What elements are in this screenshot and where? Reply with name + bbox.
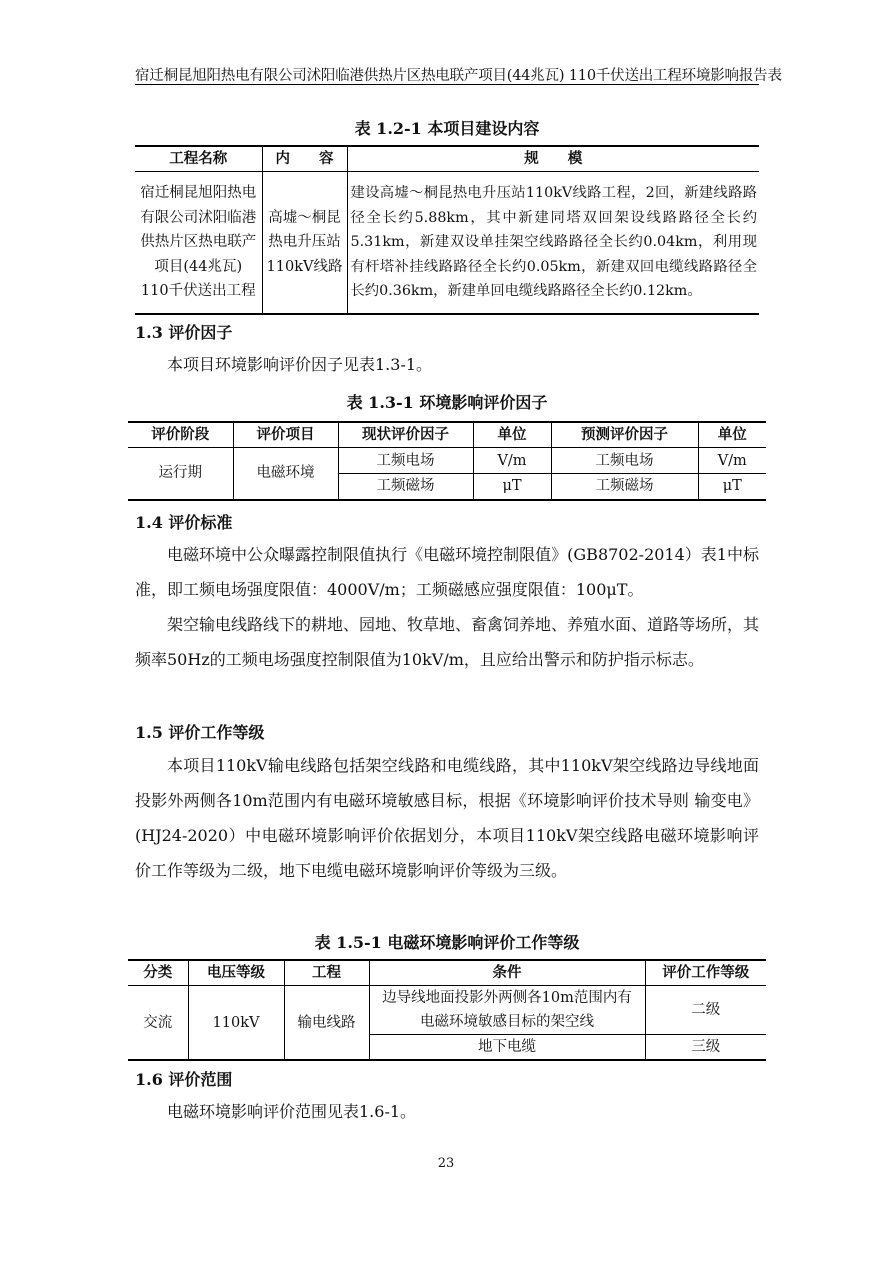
t2-header-current: 现状评价因子 [338, 422, 473, 448]
t2-stage: 运行期 [128, 448, 233, 500]
t2-header-predict: 预测评价因子 [551, 422, 698, 448]
t2-current-factor: 工频磁场 [338, 474, 473, 500]
section-1-4-text [135, 537, 759, 677]
t2-header-unit1: 单位 [473, 422, 551, 448]
t2-unit: μT [473, 474, 551, 500]
t3-voltage: 110kV [188, 986, 284, 1061]
t3-project: 输电线路 [284, 986, 369, 1061]
t3-header-grade: 评价工作等级 [645, 960, 766, 986]
t3-condition: 地下电缆 [369, 1035, 645, 1061]
t1-header-scale: 规 模 [347, 146, 759, 172]
t1-header-name: 工程名称 [135, 146, 262, 172]
t3-header-voltage: 电压等级 [188, 960, 284, 986]
t2-unit: V/m [473, 448, 551, 474]
section-1-5-text [135, 748, 759, 888]
table1-caption: 表 1.2-1 本项目建设内容 [354, 119, 540, 138]
table2-caption: 表 1.3-1 环境影响评价因子 [346, 393, 548, 412]
section-1-6-heading: 1.6 评价范围 [135, 1070, 233, 1089]
t3-header-type: 分类 [128, 960, 188, 986]
t2-current-factor: 工频电场 [338, 448, 473, 474]
t1-header-content: 内 容 [262, 146, 347, 172]
section-1-5-paragraph: 本项目110kV输电线路包括架空线路和电缆线路，其中110kV架空线路边导线地面投影外两侧各10m范围内有电磁环境敏感目标，根据《环境影响评价技术导则 输变电》(HJ24-2020）中电磁环境影响评价依据划分，本项目110kV架空线路电磁环境影响评价工作等级为二级，地下电缆电磁环境影响评价等级为三级。 [135, 756, 759, 880]
section-1-6-paragraph: 电磁环境影响评价范围见表1.6-1。 [167, 1102, 417, 1121]
t3-grade: 二级 [645, 986, 766, 1035]
t3-header-condition: 条件 [369, 960, 645, 986]
section-1-3-text [135, 347, 759, 382]
t1-project-name: 宿迁桐昆旭阳热电有限公司沭阳临港供热片区热电联产项目(44兆瓦) 110千伏送出工程 [135, 172, 262, 314]
section-1-3-paragraph: 本项目环境影响评价因子见表1.3-1。 [167, 355, 433, 374]
table3-caption: 表 1.5-1 电磁环境影响评价工作等级 [314, 933, 580, 952]
t2-header-item: 评价项目 [233, 422, 338, 448]
section-1-5-heading: 1.5 评价工作等级 [135, 723, 265, 742]
assessment-factors-table [128, 421, 766, 501]
t2-unit: V/m [698, 448, 766, 474]
section-1-6-text [135, 1094, 759, 1129]
t2-header-unit2: 单位 [698, 422, 766, 448]
t2-unit: μT [698, 474, 766, 500]
t1-content: 高墟～桐昆热电升压站110kV线路 [262, 172, 347, 314]
page-number: 23 [437, 1156, 455, 1171]
t2-predict-factor: 工频磁场 [551, 474, 698, 500]
t3-grade: 三级 [645, 1035, 766, 1061]
t2-predict-factor: 工频电场 [551, 448, 698, 474]
t1-scale: 建设高墟～桐昆热电升压站110kV线路工程，2回，新建线路路径全长约5.88km，其中新建同塔双回架设线路路径全长约5.31km，新建双设单挂架空线路路径全长约0.04km，利用现有杆塔补挂线路路径全长约0.05km，新建双回电缆线路路径全长约0.36km，新建单回电缆线路路径全长约0.12km。 [347, 172, 759, 314]
section-1-4-paragraph: 架空输电线路线下的耕地、园地、牧草地、畜禽饲养地、养殖水面、道路等场所，其频率50Hz的工频电场强度控制限值为10kV/m，且应给出警示和防护指示标志。 [135, 615, 760, 669]
assessment-grade-table [128, 959, 766, 1061]
section-1-3-heading: 1.3 评价因子 [135, 323, 233, 342]
construction-content-table [135, 145, 759, 315]
t2-header-stage: 评价阶段 [128, 422, 233, 448]
t2-item: 电磁环境 [233, 448, 338, 500]
t3-type: 交流 [128, 986, 188, 1061]
running-header: 宿迁桐昆旭阳热电有限公司沭阳临港供热片区热电联产项目(44兆瓦) 110千伏送出工程环境影响报告表 [135, 68, 782, 84]
t3-condition: 边导线地面投影外两侧各10m范围内有电磁环境敏感目标的架空线 [369, 986, 645, 1035]
section-1-4-heading: 1.4 评价标准 [135, 513, 233, 532]
t3-header-project: 工程 [284, 960, 369, 986]
section-1-4-paragraph: 电磁环境中公众曝露控制限值执行《电磁环境控制限值》(GB8702-2014）表1中标准，即工频电场强度限值：4000V/m；工频磁感应强度限值：100μT。 [135, 545, 759, 599]
header-rule [135, 84, 759, 85]
